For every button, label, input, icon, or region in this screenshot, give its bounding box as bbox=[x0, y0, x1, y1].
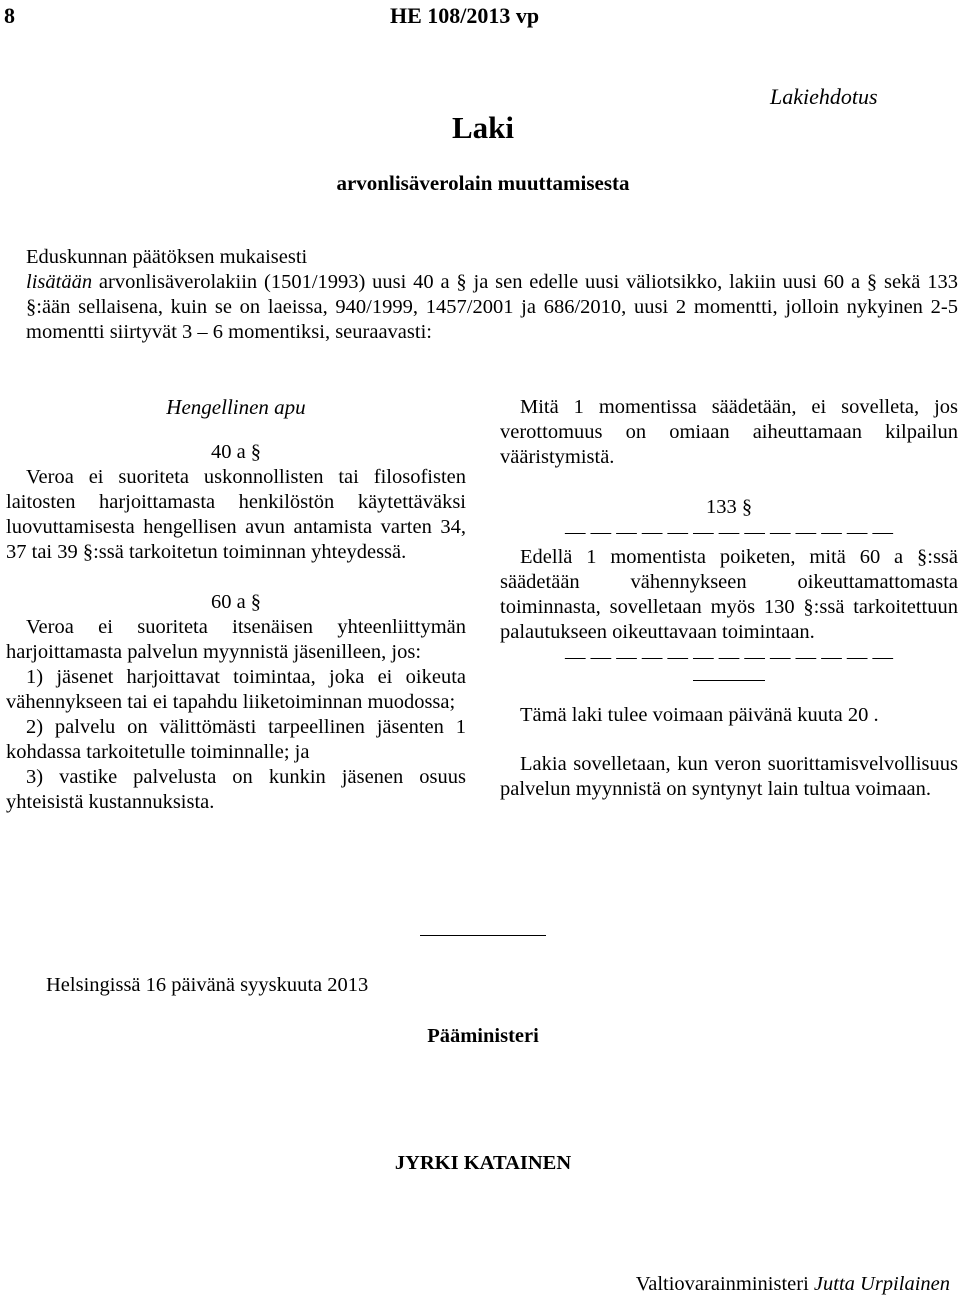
end-rule bbox=[420, 935, 546, 936]
minister-title: Valtiovarainministeri bbox=[635, 1273, 809, 1295]
law-title: Laki bbox=[451, 110, 515, 145]
preamble-line: Eduskunnan päätöksen mukaisesti bbox=[26, 246, 308, 268]
list-item: 2) palvelu on välittömästi tarpeellinen jäsenten 1 kohdassa tarkoitetulle toiminnalle; ja bbox=[6, 716, 466, 763]
list-item: 3) vastike palvelusta on kunkin jäsenen osuus yhteisistä kustannuksista. bbox=[6, 766, 466, 813]
section-60a-text: Veroa ei suoriteta itsenäisen yhteenliittymän harjoittamasta palvelun myynnistä jäsenilleen, jos: bbox=[6, 616, 466, 663]
place-date: Helsingissä 16 päivänä syyskuuta 2013 bbox=[46, 974, 369, 996]
entry-into-force: Tämä laki tulee voimaan päivänä kuuta 20 . bbox=[520, 704, 879, 726]
moment-paragraph: Edellä 1 momentista poiketen, mitä 60 a §:ssä säädetään vähennykseen oikeuttamattomasta toiminnasta, sovelletaan myös 130 §:ssä tarkoitettuun palautukseen oikeuttavaan toimintaan. bbox=[500, 546, 958, 643]
preamble-rest: arvonlisäverolakiin (1501/1993) uusi 40 a § ja sen edelle uusi väliotsikko, lakiin uusi 60 a § sekä 133 §:ään sellaisena, kuin se on laeissa, 940/1999, 1457/2001 ja 686/2010, uusi 2 momentti, jolloin nykyinen 2-5 momentti siirtyvät 3 – 6 momentiksi, seuraavasti: bbox=[26, 271, 958, 343]
prime-minister-name: JYRKI KATAINEN bbox=[394, 1152, 572, 1174]
minister-signature bbox=[636, 1272, 950, 1297]
omission-dashes: — — — — — — — — — — — — — bbox=[565, 521, 893, 543]
section-40a-text: Veroa ei suoriteta uskonnollisten tai filosofisten laitosten harjoittamasta henkilöstön käytettäväksi luovuttamisesta hengellisen avun antamista varten 34, 37 tai 39 §:ssä tarkoitetun toiminnan yhteydessä. bbox=[6, 466, 466, 563]
document-type-tag: Lakiehdotus bbox=[770, 84, 878, 109]
preamble bbox=[26, 245, 958, 345]
preamble-lead: lisätään bbox=[26, 271, 93, 293]
left-column bbox=[6, 395, 466, 815]
transitional-provision: Lakia sovelletaan, kun veron suorittamisvelvollisuus palvelun myynnistä on syntynyt lain tultua voimaan. bbox=[500, 753, 958, 800]
law-subtitle: arvonlisäverolain muuttamisesta bbox=[336, 171, 630, 195]
signatory-role: Pääministeri bbox=[427, 1025, 539, 1047]
preamble-text bbox=[26, 270, 958, 345]
omission-dashes: — — — — — — — — — — — — — bbox=[565, 646, 893, 668]
section-40a-title: 40 a § bbox=[210, 441, 262, 463]
section-60a-title: 60 a § bbox=[210, 591, 262, 613]
moment-paragraph: Mitä 1 momentissa säädetään, ei sovelleta, jos verottomuus on omiaan aiheuttamaan kilpailun vääristymistä. bbox=[500, 396, 958, 468]
divider-rule bbox=[693, 680, 765, 681]
page-number: 8 bbox=[4, 3, 15, 28]
list-item: 1) jäsenet harjoittavat toimintaa, joka ei oikeuta vähennykseen tai ei tapahdu liiketoiminnan muodossa; bbox=[6, 666, 466, 713]
right-column bbox=[500, 395, 958, 802]
document-id: HE 108/2013 vp bbox=[390, 3, 540, 28]
section-heading: Hengellinen apu bbox=[166, 395, 306, 419]
minister-name: Jutta Urpilainen bbox=[813, 1273, 950, 1295]
section-133-title: 133 § bbox=[705, 496, 753, 518]
